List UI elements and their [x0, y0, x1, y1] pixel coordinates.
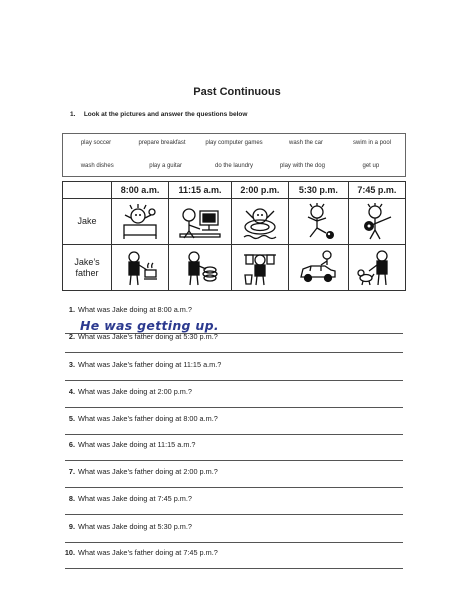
schedule-table [62, 181, 406, 291]
word-bank-row-1 [63, 139, 405, 147]
question-number: 2. [68, 332, 75, 341]
soccer-illustration [288, 199, 348, 245]
question-text: What was Jake doing at 11:15 a.m.? [78, 440, 196, 449]
question-number: 1. [68, 305, 75, 314]
word-bank-item: play soccer [80, 140, 112, 146]
question-number: 8. [68, 494, 75, 503]
word-bank-item: play with the dog [279, 163, 325, 169]
question-number: 3. [68, 360, 75, 369]
schedule-row-jakes-father [63, 245, 406, 291]
question-text: What was Jake’s father doing at 7:45 p.m.? [78, 548, 218, 557]
word-bank-row-2 [63, 162, 405, 170]
word-bank-item: play a guitar [149, 163, 182, 169]
question-text: What was Jake’s father doing at 11:15 a.m.? [78, 360, 222, 369]
answer-line[interactable] [65, 514, 403, 515]
question-1 [62, 305, 406, 333]
answer-line[interactable] [65, 352, 403, 353]
word-bank-item: swim in a pool [352, 140, 391, 146]
question-number: 4. [68, 387, 75, 396]
question-10 [62, 548, 406, 557]
corner-cell [63, 182, 112, 199]
question-9 [62, 522, 406, 531]
breakfast-illustration [112, 245, 169, 291]
laundry-illustration [231, 245, 288, 291]
row-label: Jake’s father [63, 245, 112, 291]
question-number: 9. [68, 522, 75, 531]
question-7 [62, 467, 406, 476]
question-5 [62, 414, 406, 423]
swimming-illustration [231, 199, 288, 245]
time-header: 5:30 p.m. [288, 182, 348, 199]
answer-line[interactable] [65, 434, 403, 435]
instruction-text: Look at the pictures and answer the questions below [83, 111, 248, 118]
row-label: Jake [63, 199, 112, 245]
question-number: 5. [68, 414, 75, 423]
question-8 [62, 494, 406, 503]
schedule-row-jake [63, 199, 406, 245]
answer-line[interactable] [65, 380, 403, 381]
schedule-header-row [63, 182, 406, 199]
word-bank [62, 133, 406, 177]
dish-washing-illustration [169, 245, 232, 291]
computer-games-illustration [169, 199, 232, 245]
time-header: 7:45 p.m. [348, 182, 405, 199]
question-text: What was Jake’s father doing at 5:30 p.m.? [78, 332, 218, 341]
answer-line[interactable] [65, 542, 403, 543]
question-text: What was Jake doing at 7:45 p.m.? [78, 494, 192, 503]
question-text: What was Jake doing at 5:30 p.m.? [78, 522, 192, 531]
word-bank-item: do the laundry [215, 163, 254, 169]
word-bank-item: play computer games [205, 140, 263, 146]
answer-text[interactable]: He was getting up. [80, 318, 219, 333]
question-number: 10. [64, 548, 75, 557]
question-text: What was Jake doing at 8:00 a.m.? [78, 305, 192, 314]
car-washing-illustration [288, 245, 348, 291]
answer-line[interactable] [65, 407, 403, 408]
instruction [70, 111, 247, 118]
word-bank-item: wash the car [288, 140, 324, 146]
page-title: Past Continuous [193, 86, 281, 98]
question-number: 6. [68, 440, 75, 449]
question-2 [62, 332, 406, 341]
question-text: What was Jake’s father doing at 8:00 a.m.? [78, 414, 218, 423]
getting-up-illustration [112, 199, 169, 245]
question-3 [62, 360, 406, 369]
question-6 [62, 440, 406, 449]
word-bank-item: prepare breakfast [138, 140, 186, 146]
time-header: 2:00 p.m. [231, 182, 288, 199]
question-number: 7. [68, 467, 75, 476]
answer-line[interactable] [65, 460, 403, 461]
word-bank-item: get up [362, 163, 380, 169]
question-text: What was Jake doing at 2:00 p.m.? [78, 387, 192, 396]
question-text: What was Jake’s father doing at 2:00 p.m.? [78, 467, 218, 476]
answer-line[interactable] [65, 568, 403, 569]
guitar-illustration [348, 199, 405, 245]
instruction-number: 1. [70, 111, 76, 118]
question-4 [62, 387, 406, 396]
time-header: 8:00 a.m. [112, 182, 169, 199]
time-header: 11:15 a.m. [169, 182, 232, 199]
word-bank-item: wash dishes [80, 163, 114, 169]
answer-line[interactable] [65, 487, 403, 488]
dog-illustration [348, 245, 405, 291]
